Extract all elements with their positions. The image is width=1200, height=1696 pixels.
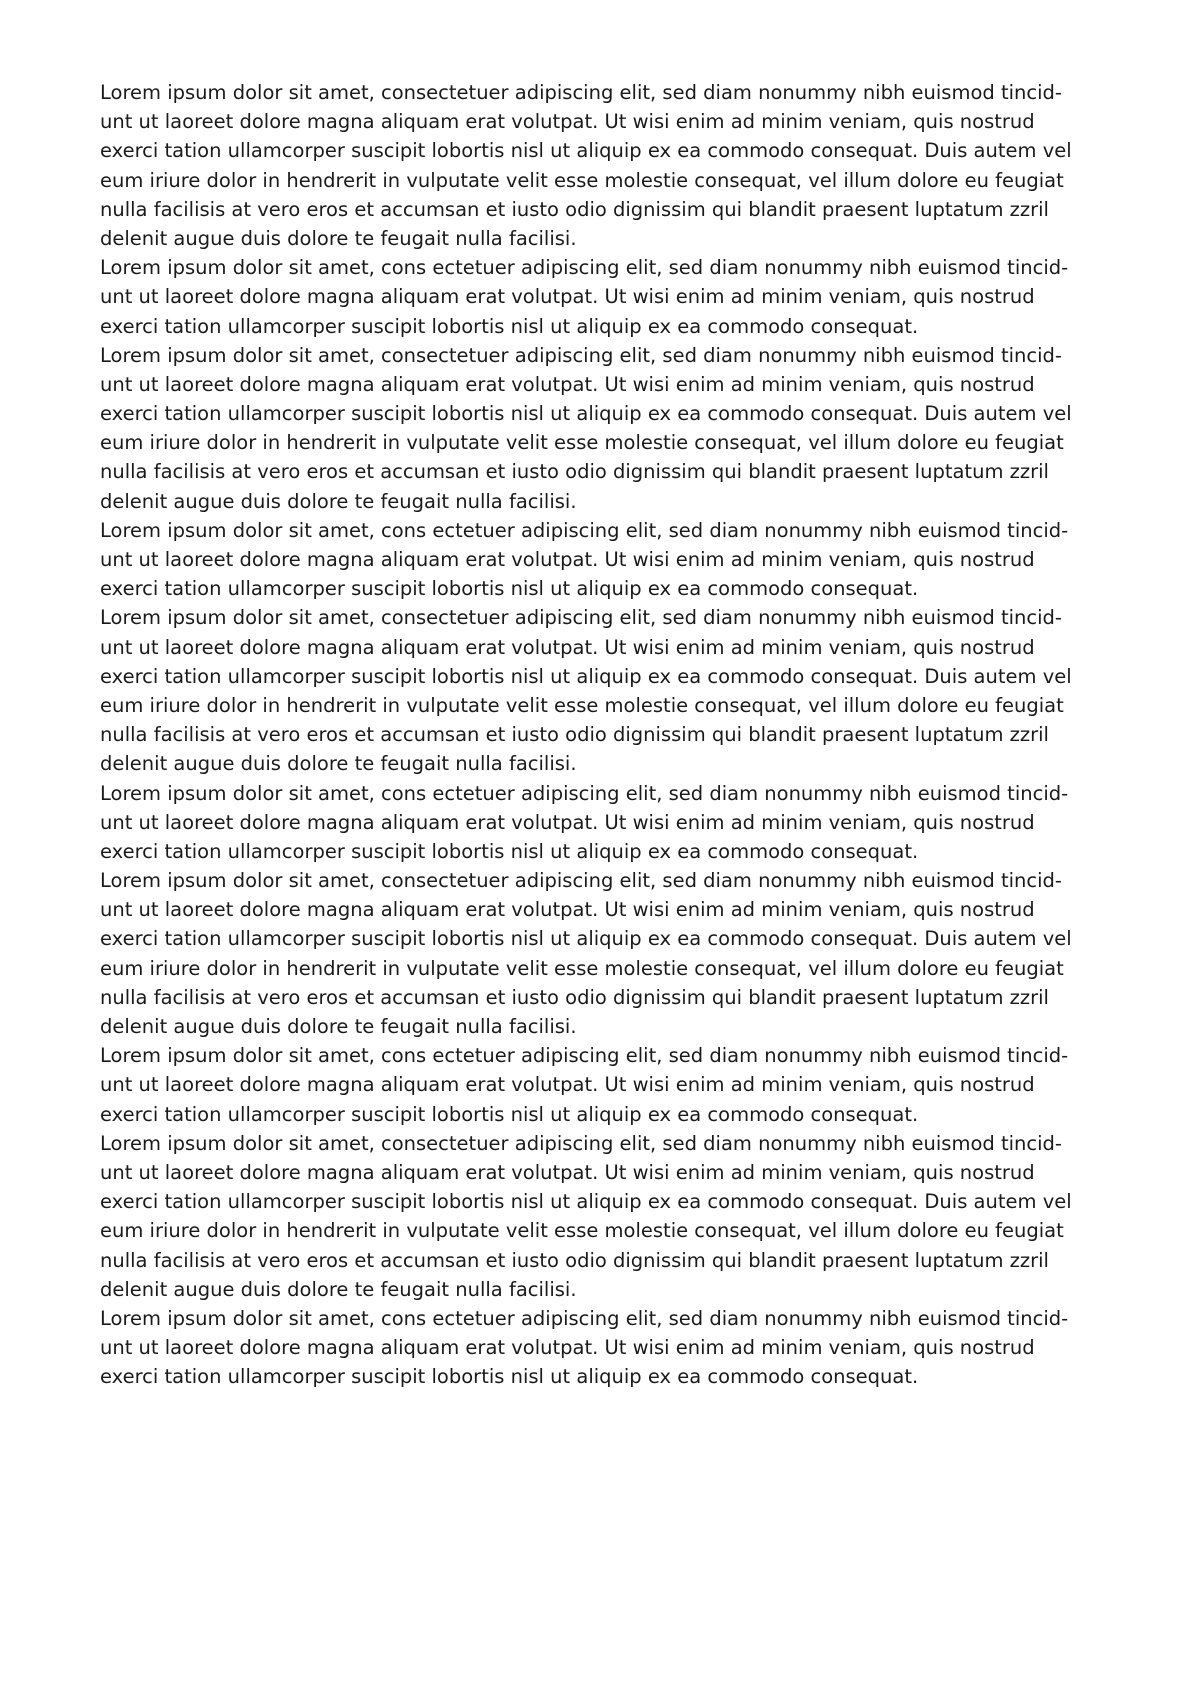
paragraph: [100, 779, 1100, 867]
text-line: unt ut laoreet dolore magna aliquam erat volutpat. Ut wisi enim ad minim veniam, quis nostrud: [100, 1073, 1035, 1097]
text-line: eum iriure dolor in hendrerit in vulputate velit esse molestie consequat, vel illum dolore eu feugiat: [100, 693, 1064, 717]
text-line: unt ut laoreet dolore magna aliquam erat volutpat. Ut wisi enim ad minim veniam, quis nostrud: [100, 372, 1035, 396]
text-line: exerci tation ullamcorper suscipit lobortis nisl ut aliquip ex ea commodo consequat. Duis autem vel: [100, 927, 1072, 951]
text-line: nulla facilisis at vero eros et accumsan et iusto odio dignissim qui blandit praesent luptatum zzril: [100, 460, 1049, 484]
paragraph: [100, 341, 1100, 516]
text-line: Lorem ipsum dolor sit amet, consectetuer adipiscing elit, sed diam nonummy nibh euismod tincid-: [100, 1131, 1062, 1155]
text-line: exerci tation ullamcorper suscipit lobortis nisl ut aliquip ex ea commodo consequat.: [100, 839, 919, 863]
text-line: nulla facilisis at vero eros et accumsan et iusto odio dignissim qui blandit praesent luptatum zzril: [100, 985, 1049, 1009]
text-line: unt ut laoreet dolore magna aliquam erat volutpat. Ut wisi enim ad minim veniam, quis nostrud: [100, 285, 1035, 309]
text-line: exerci tation ullamcorper suscipit lobortis nisl ut aliquip ex ea commodo consequat. Duis autem vel: [100, 1190, 1072, 1214]
text-line: Lorem ipsum dolor sit amet, cons ectetuer adipiscing elit, sed diam nonummy nibh euismod tincid-: [100, 518, 1069, 542]
text-line: eum iriure dolor in hendrerit in vulputate velit esse molestie consequat, vel illum dolore eu feugiat: [100, 956, 1064, 980]
paragraph: [100, 516, 1100, 604]
text-line: unt ut laoreet dolore magna aliquam erat volutpat. Ut wisi enim ad minim veniam, quis nostrud: [100, 898, 1035, 922]
text-line: eum iriure dolor in hendrerit in vulputate velit esse molestie consequat, vel illum dolore eu feugiat: [100, 431, 1064, 455]
text-line: Lorem ipsum dolor sit amet, consectetuer adipiscing elit, sed diam nonummy nibh euismod tincid-: [100, 606, 1062, 630]
text-line: Lorem ipsum dolor sit amet, consectetuer adipiscing elit, sed diam nonummy nibh euismod tincid-: [100, 343, 1062, 367]
text-line: delenit augue duis dolore te feugait nulla facilisi.: [100, 1015, 577, 1038]
text-line: Lorem ipsum dolor sit amet, consectetuer adipiscing elit, sed diam nonummy nibh euismod tincid-: [100, 869, 1062, 893]
paragraph: [100, 78, 1100, 253]
text-line: nulla facilisis at vero eros et accumsan et iusto odio dignissim qui blandit praesent luptatum zzril: [100, 197, 1049, 221]
paragraph: [100, 603, 1100, 778]
text-line: Lorem ipsum dolor sit amet, consectetuer adipiscing elit, sed diam nonummy nibh euismod tincid-: [100, 81, 1062, 104]
text-line: delenit augue duis dolore te feugait nulla facilisi.: [100, 1277, 577, 1301]
text-line: unt ut laoreet dolore magna aliquam erat volutpat. Ut wisi enim ad minim veniam, quis nostrud: [100, 1336, 1035, 1360]
body-text: [100, 78, 1100, 1391]
text-line: Lorem ipsum dolor sit amet, cons ectetuer adipiscing elit, sed diam nonummy nibh euismod tincid-: [100, 1044, 1069, 1068]
text-line: unt ut laoreet dolore magna aliquam erat volutpat. Ut wisi enim ad minim veniam, quis nostrud: [100, 548, 1035, 571]
paragraph: [100, 866, 1100, 1041]
text-line: eum iriure dolor in hendrerit in vulputate velit esse molestie consequat, vel illum dolore eu feugiat: [100, 168, 1064, 192]
text-line: exerci tation ullamcorper suscipit lobortis nisl ut aliquip ex ea commodo consequat.: [100, 577, 919, 601]
text-line: Lorem ipsum dolor sit amet, cons ectetuer adipiscing elit, sed diam nonummy nibh euismod tincid-: [100, 256, 1069, 280]
paragraph: [100, 1304, 1100, 1392]
text-line: exerci tation ullamcorper suscipit lobortis nisl ut aliquip ex ea commodo consequat. Duis autem vel: [100, 664, 1072, 688]
text-line: exerci tation ullamcorper suscipit lobortis nisl ut aliquip ex ea commodo consequat. Duis autem vel: [100, 139, 1072, 163]
text-line: nulla facilisis at vero eros et accumsan et iusto odio dignissim qui blandit praesent luptatum zzril: [100, 723, 1049, 747]
text-line: eum iriure dolor in hendrerit in vulputate velit esse molestie consequat, vel illum dolore eu feugiat: [100, 1219, 1064, 1243]
paragraph: [100, 253, 1100, 341]
text-line: unt ut laoreet dolore magna aliquam erat volutpat. Ut wisi enim ad minim veniam, quis nostrud: [100, 635, 1035, 659]
text-line: exerci tation ullamcorper suscipit lobortis nisl ut aliquip ex ea commodo consequat.: [100, 1365, 919, 1389]
text-line: exerci tation ullamcorper suscipit lobortis nisl ut aliquip ex ea commodo consequat.: [100, 1102, 919, 1126]
text-line: unt ut laoreet dolore magna aliquam erat volutpat. Ut wisi enim ad minim veniam, quis nostrud: [100, 1160, 1035, 1184]
text-line: unt ut laoreet dolore magna aliquam erat volutpat. Ut wisi enim ad minim veniam, quis nostrud: [100, 810, 1035, 834]
text-line: unt ut laoreet dolore magna aliquam erat volutpat. Ut wisi enim ad minim veniam, quis nostrud: [100, 110, 1035, 134]
text-line: Lorem ipsum dolor sit amet, cons ectetuer adipiscing elit, sed diam nonummy nibh euismod tincid-: [100, 1306, 1069, 1330]
text-line: delenit augue duis dolore te feugait nulla facilisi.: [100, 752, 577, 776]
paragraph: [100, 1129, 1100, 1304]
text-line: exerci tation ullamcorper suscipit lobortis nisl ut aliquip ex ea commodo consequat. Duis autem vel: [100, 402, 1072, 426]
text-line: delenit augue duis dolore te feugait nulla facilisi.: [100, 226, 577, 250]
text-line: exerci tation ullamcorper suscipit lobortis nisl ut aliquip ex ea commodo consequat.: [100, 314, 919, 338]
text-line: Lorem ipsum dolor sit amet, cons ectetuer adipiscing elit, sed diam nonummy nibh euismod tincid-: [100, 781, 1069, 805]
text-line: nulla facilisis at vero eros et accumsan et iusto odio dignissim qui blandit praesent luptatum zzril: [100, 1248, 1049, 1272]
paragraph: [100, 1041, 1100, 1129]
text-line: delenit augue duis dolore te feugait nulla facilisi.: [100, 489, 577, 513]
